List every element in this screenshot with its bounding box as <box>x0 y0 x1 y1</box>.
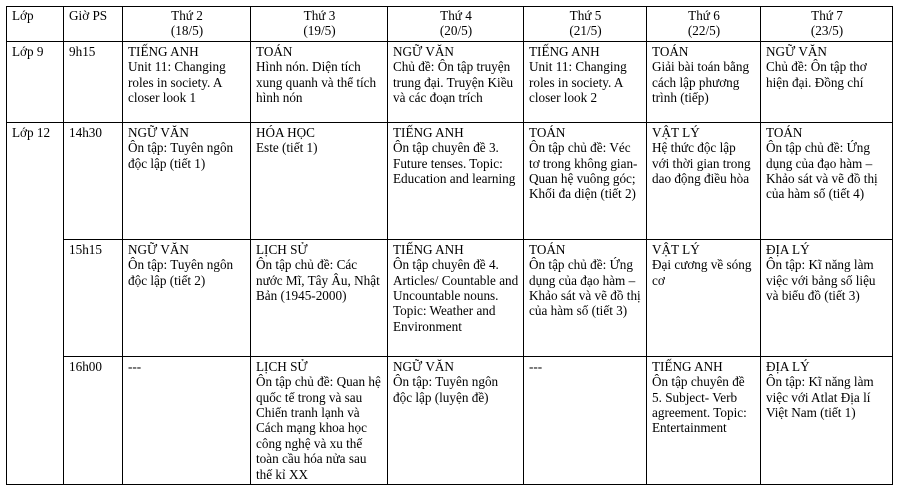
cell-subject: LỊCH SỬ <box>256 241 308 257</box>
schedule-cell <box>388 122 524 239</box>
cell-content: Ôn tập chủ đề: Ứng dụng của đạo hàm – Khảo sát và vẽ đồ thị của hàm số (tiết 3) <box>529 257 641 319</box>
cell-content: Ôn tập chủ đề: Quan hệ quốc tế trong và sau Chiến tranh lạnh và Cách mạng khoa học công nghệ và xu thế toàn cầu hóa nửa sau thế kỉ XX <box>256 374 381 482</box>
cell-subject: --- <box>529 358 543 374</box>
schedule-cell <box>647 356 761 484</box>
grade9-row <box>7 41 893 122</box>
schedule-cell <box>123 239 251 356</box>
schedule-cell <box>251 356 388 484</box>
grade12-label: Lớp 12 <box>7 122 64 484</box>
grade12-time: 14h30 <box>64 122 123 239</box>
grade12-time: 16h00 <box>64 356 123 484</box>
cell-subject: HÓA HỌC <box>256 124 315 140</box>
cell-subject: VẬT LÝ <box>652 124 700 140</box>
schedule-cell <box>761 356 893 484</box>
header-time: Giờ PS <box>64 7 123 42</box>
cell-content: Ôn tập: Kĩ năng làm việc với Atlat Địa lí Việt Nam (tiết 1) <box>766 374 874 421</box>
schedule-cell <box>524 122 647 239</box>
cell-subject: TIẾNG ANH <box>393 241 464 257</box>
cell-content: Ôn tập chủ đề: Ứng dụng của đạo hàm – Khảo sát và vẽ đồ thị của hàm số (tiết 4) <box>766 140 878 202</box>
header-day-mon <box>123 7 251 42</box>
cell-subject: TOÁN <box>529 124 566 140</box>
day-date: (21/5) <box>569 23 602 39</box>
grade9-time: 9h15 <box>64 41 123 122</box>
day-date: (19/5) <box>303 23 336 39</box>
schedule-wrapper <box>6 6 893 485</box>
schedule-cell <box>761 239 893 356</box>
schedule-table <box>6 6 893 485</box>
schedule-cell <box>524 239 647 356</box>
cell-content: Ôn tập chuyên đề 5. Subject- Verb agreement. Topic: Entertainment <box>652 374 747 436</box>
cell-content: Ôn tập chủ đề: Véc tơ trong không gian- Quan hệ vuông góc; Khối đa diện (tiết 2) <box>529 140 638 202</box>
schedule-cell <box>761 41 893 122</box>
header-class: Lớp <box>7 7 64 42</box>
header-day-fri <box>647 7 761 42</box>
cell-subject: TOÁN <box>652 43 689 59</box>
grade12-row-1515 <box>7 239 893 356</box>
schedule-cell <box>388 41 524 122</box>
schedule-cell <box>647 239 761 356</box>
cell-content: Unit 11: Changing roles in society. A closer look 1 <box>128 59 226 106</box>
cell-subject: NGỮ VĂN <box>128 124 189 140</box>
schedule-cell <box>388 239 524 356</box>
day-name: Thứ 7 <box>811 8 843 23</box>
cell-subject: ĐỊA LÝ <box>766 241 810 257</box>
day-name: Thứ 2 <box>171 8 203 23</box>
cell-content: Ôn tập chủ đề: Các nước Mĩ, Tây Âu, Nhật Bản (1945-2000) <box>256 257 380 304</box>
day-date: (20/5) <box>439 23 473 39</box>
cell-subject: NGỮ VĂN <box>393 43 454 59</box>
cell-subject: TIẾNG ANH <box>652 358 723 374</box>
schedule-cell <box>524 41 647 122</box>
day-name: Thứ 3 <box>303 8 336 23</box>
cell-content: Ôn tập: Tuyên ngôn độc lập (luyện đề) <box>393 374 499 405</box>
schedule-cell <box>647 41 761 122</box>
cell-content: Đại cương về sóng cơ <box>652 257 752 288</box>
header-day-thu <box>524 7 647 42</box>
cell-content: Chủ đề: Ôn tập truyện trung đại. Truyện Kiều và các đoạn trích <box>393 59 514 106</box>
cell-subject: TOÁN <box>766 124 803 140</box>
schedule-cell <box>388 356 524 484</box>
cell-subject: TIẾNG ANH <box>393 124 464 140</box>
grade12-row-1430 <box>7 122 893 239</box>
cell-content: Ôn tập chuyên đề 3. Future tenses. Topic: Education and learning <box>393 140 516 187</box>
schedule-cell <box>123 41 251 122</box>
header-day-tue <box>251 7 388 42</box>
day-date: (22/5) <box>687 23 721 39</box>
header-row <box>7 7 893 42</box>
schedule-cell <box>647 122 761 239</box>
schedule-cell <box>524 356 647 484</box>
cell-content: Hình nón. Diện tích xung quanh và thể tích hình nón <box>256 59 377 106</box>
cell-subject: TIẾNG ANH <box>529 43 600 59</box>
cell-subject: ĐỊA LÝ <box>766 358 810 374</box>
day-name: Thứ 5 <box>569 8 602 23</box>
cell-subject: NGỮ VĂN <box>128 241 189 257</box>
cell-content: Ôn tập: Tuyên ngôn độc lập (tiết 2) <box>128 257 234 288</box>
schedule-cell <box>761 122 893 239</box>
cell-content: Unit 11: Changing roles in society. A closer look 2 <box>529 59 627 106</box>
schedule-cell <box>251 41 388 122</box>
schedule-cell <box>123 356 251 484</box>
cell-content: Chủ đề: Ôn tập thơ hiện đại. Đồng chí <box>766 59 867 90</box>
cell-subject: NGỮ VĂN <box>393 358 454 374</box>
cell-subject: NGỮ VĂN <box>766 43 827 59</box>
cell-subject: TIẾNG ANH <box>128 43 199 59</box>
cell-subject: TOÁN <box>256 43 293 59</box>
cell-subject: LỊCH SỬ <box>256 358 308 374</box>
cell-content: Ôn tập: Tuyên ngôn độc lập (tiết 1) <box>128 140 234 171</box>
cell-subject: --- <box>128 358 142 374</box>
cell-content: Este (tiết 1) <box>256 140 318 156</box>
schedule-cell <box>251 122 388 239</box>
schedule-cell <box>251 239 388 356</box>
cell-content: Ôn tập chuyên đề 4. Articles/ Countable and Uncountable nouns. Topic: Weather and Environment <box>393 257 519 334</box>
cell-subject: VẬT LÝ <box>652 241 700 257</box>
day-name: Thứ 4 <box>440 8 472 23</box>
header-day-sat <box>761 7 893 42</box>
grade12-row-1600 <box>7 356 893 484</box>
cell-content: Hệ thức độc lập với thời gian trong dao động điều hòa <box>652 140 751 187</box>
cell-subject: TOÁN <box>529 241 566 257</box>
day-name: Thứ 6 <box>688 8 720 23</box>
header-day-wed <box>388 7 524 42</box>
day-date: (18/5) <box>170 23 204 39</box>
schedule-cell <box>123 122 251 239</box>
grade9-label: Lớp 9 <box>7 41 64 122</box>
day-date: (23/5) <box>810 23 844 39</box>
cell-content: Giải bài toán bằng cách lập phương trình (tiếp) <box>652 59 750 106</box>
grade12-time: 15h15 <box>64 239 123 356</box>
cell-content: Ôn tập: Kĩ năng làm việc với bảng số liệu và biểu đồ (tiết 3) <box>766 257 876 304</box>
